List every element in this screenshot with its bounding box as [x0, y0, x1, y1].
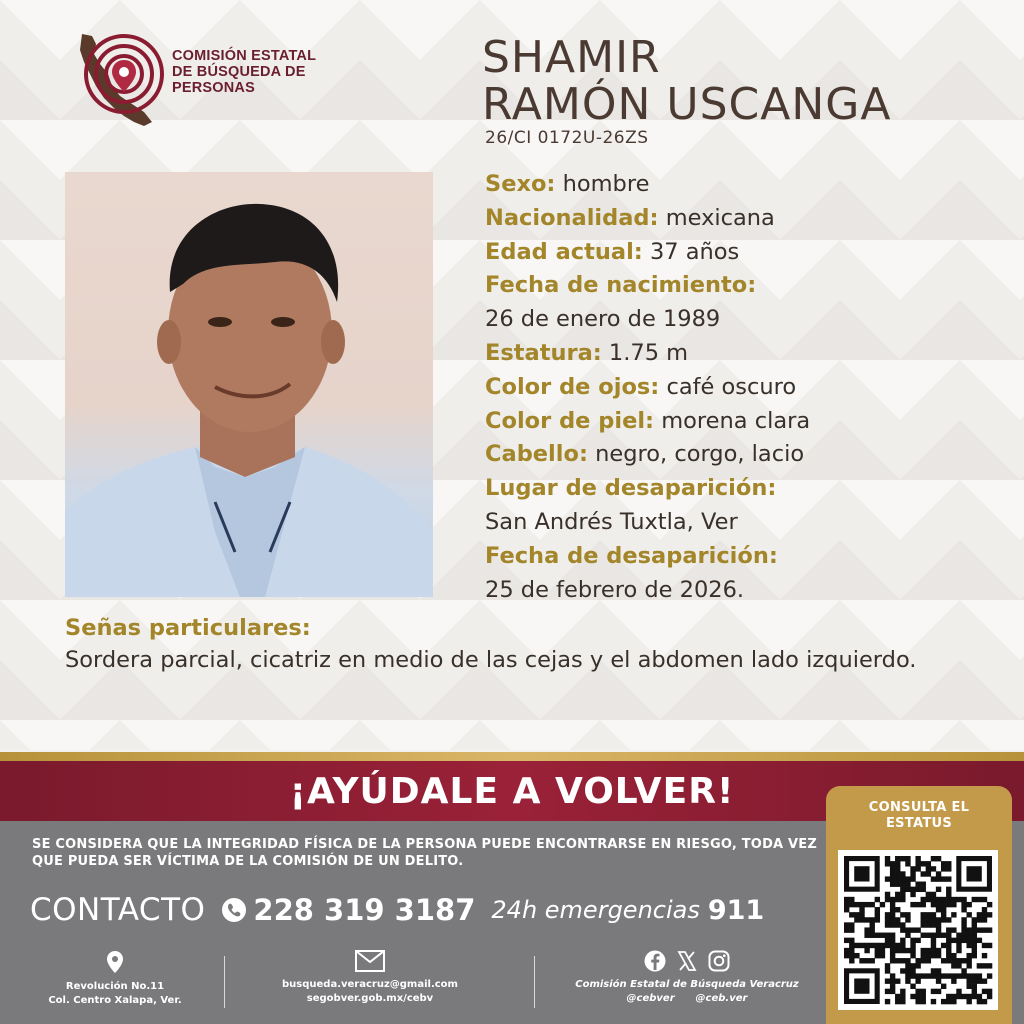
qr-code-icon: [838, 850, 998, 1010]
detail-value: mexicana: [665, 204, 775, 231]
detail-value: hombre: [562, 171, 650, 197]
detail-eye-color: [485, 371, 1005, 405]
address-block: [40, 950, 190, 1008]
qr-title-line-2: ESTATUS: [885, 816, 953, 831]
email-web-block: [270, 950, 470, 1006]
detail-disappearance-date-value: [485, 574, 1005, 608]
qr-title: [826, 800, 1012, 832]
social-icons: [562, 950, 812, 972]
person-portrait-illustration: [65, 172, 433, 597]
detail-label: Nacionalidad:: [485, 204, 659, 231]
distinguishing-marks: [65, 612, 965, 676]
detail-disappearance-place-label: [485, 472, 1005, 506]
detail-label: Fecha de desaparición:: [485, 542, 778, 569]
detail-label: Edad actual:: [485, 238, 643, 265]
footer-divider: [224, 956, 225, 1008]
logo-text: [172, 48, 347, 96]
person-name-line-1: SHAMIR: [482, 32, 661, 83]
address-line-1: Revolución No.11: [65, 981, 165, 992]
detail-birthdate-label: [485, 269, 1005, 303]
person-name-line-2: RAMÓN USCANGA: [482, 79, 892, 130]
detail-value: morena clara: [661, 407, 811, 434]
detail-sex: [485, 168, 1005, 202]
logo-line-1: COMISIÓN ESTATAL: [172, 48, 317, 64]
detail-label: Fecha de nacimiento:: [485, 272, 757, 299]
detail-disappearance-place-value: [485, 506, 1005, 540]
facebook-icon[interactable]: [644, 950, 666, 972]
detail-label: Cabello:: [485, 441, 588, 468]
detail-hair: [485, 438, 1005, 472]
marks-value: Sordera parcial, cicatriz en medio de las cejas y el abdomen lado izquierdo.: [65, 647, 917, 673]
help-banner-text: ¡AYÚDALE A VOLVER!: [289, 771, 735, 812]
risk-warning: SE CONSIDERA QUE LA INTEGRIDAD FÍSICA DE LA PERSONA PUEDE ENCONTRARSE EN RIESGO, TODA VEZ QUE PUEDA SER VÍCTIMA DE LA COMISIÓN DE UN DELITO.: [32, 837, 818, 869]
contact-label: CONTACTO: [30, 892, 206, 928]
logo-line-3: PERSONAS: [172, 80, 255, 96]
website-link[interactable]: segobver.gob.mx/cebv: [306, 993, 434, 1004]
footer-divider: [534, 956, 535, 1008]
logo-line-2: DE BÚSQUEDA DE: [172, 64, 306, 80]
emergency-number[interactable]: 911: [707, 894, 765, 926]
detail-height: [485, 337, 1005, 371]
mail-icon: [355, 950, 385, 972]
case-id: 26/CI 0172U-26ZS: [485, 128, 649, 148]
person-details: [485, 168, 1005, 607]
instagram-icon[interactable]: [708, 950, 730, 972]
detail-nationality: [485, 202, 1005, 236]
detail-label: Color de ojos:: [485, 373, 660, 400]
detail-value: San Andrés Tuxtla, Ver: [485, 508, 738, 535]
person-name: [482, 34, 891, 128]
commission-logo: [74, 30, 344, 130]
social-handles[interactable]: @cebver @ceb.ver: [626, 993, 748, 1004]
phone-icon: [221, 897, 247, 923]
detail-value: negro, corgo, lacio: [595, 441, 805, 468]
detail-birthdate-value: [485, 303, 1005, 337]
gold-divider: [0, 752, 1024, 761]
contact-phone[interactable]: 228 319 3187: [253, 893, 476, 927]
detail-label: Sexo:: [485, 171, 556, 197]
person-photo: [65, 172, 433, 597]
org-name: Comisión Estatal de Búsqueda Veracruz: [575, 979, 799, 990]
detail-value: café oscuro: [666, 373, 797, 400]
status-qr-code[interactable]: [838, 850, 998, 1010]
contact-row: [30, 890, 764, 930]
detail-skin-color: [485, 405, 1005, 439]
detail-value: 26 de enero de 1989: [485, 306, 721, 333]
email-link[interactable]: busqueda.veracruz@gmail.com: [282, 979, 458, 990]
x-twitter-icon[interactable]: [676, 950, 698, 972]
detail-age: [485, 236, 1005, 270]
location-pin-icon: [106, 950, 124, 974]
detail-value: 1.75 m: [608, 339, 689, 366]
emergency-hours-label: 24h emergencias: [491, 896, 700, 924]
detail-value: 25 de febrero de 2026.: [485, 576, 745, 603]
detail-disappearance-date-label: [485, 540, 1005, 574]
marks-label: Señas particulares:: [65, 615, 311, 641]
detail-label: Lugar de desaparición:: [485, 475, 777, 502]
social-block: [562, 950, 812, 1006]
address-line-2: Col. Centro Xalapa, Ver.: [48, 995, 182, 1006]
detail-value: 37 años: [649, 238, 740, 265]
qr-title-line-1: CONSULTA EL: [868, 800, 970, 815]
detail-label: Color de piel:: [485, 407, 655, 434]
detail-label: Estatura:: [485, 339, 602, 366]
veracruz-map-location-icon: [74, 30, 174, 130]
